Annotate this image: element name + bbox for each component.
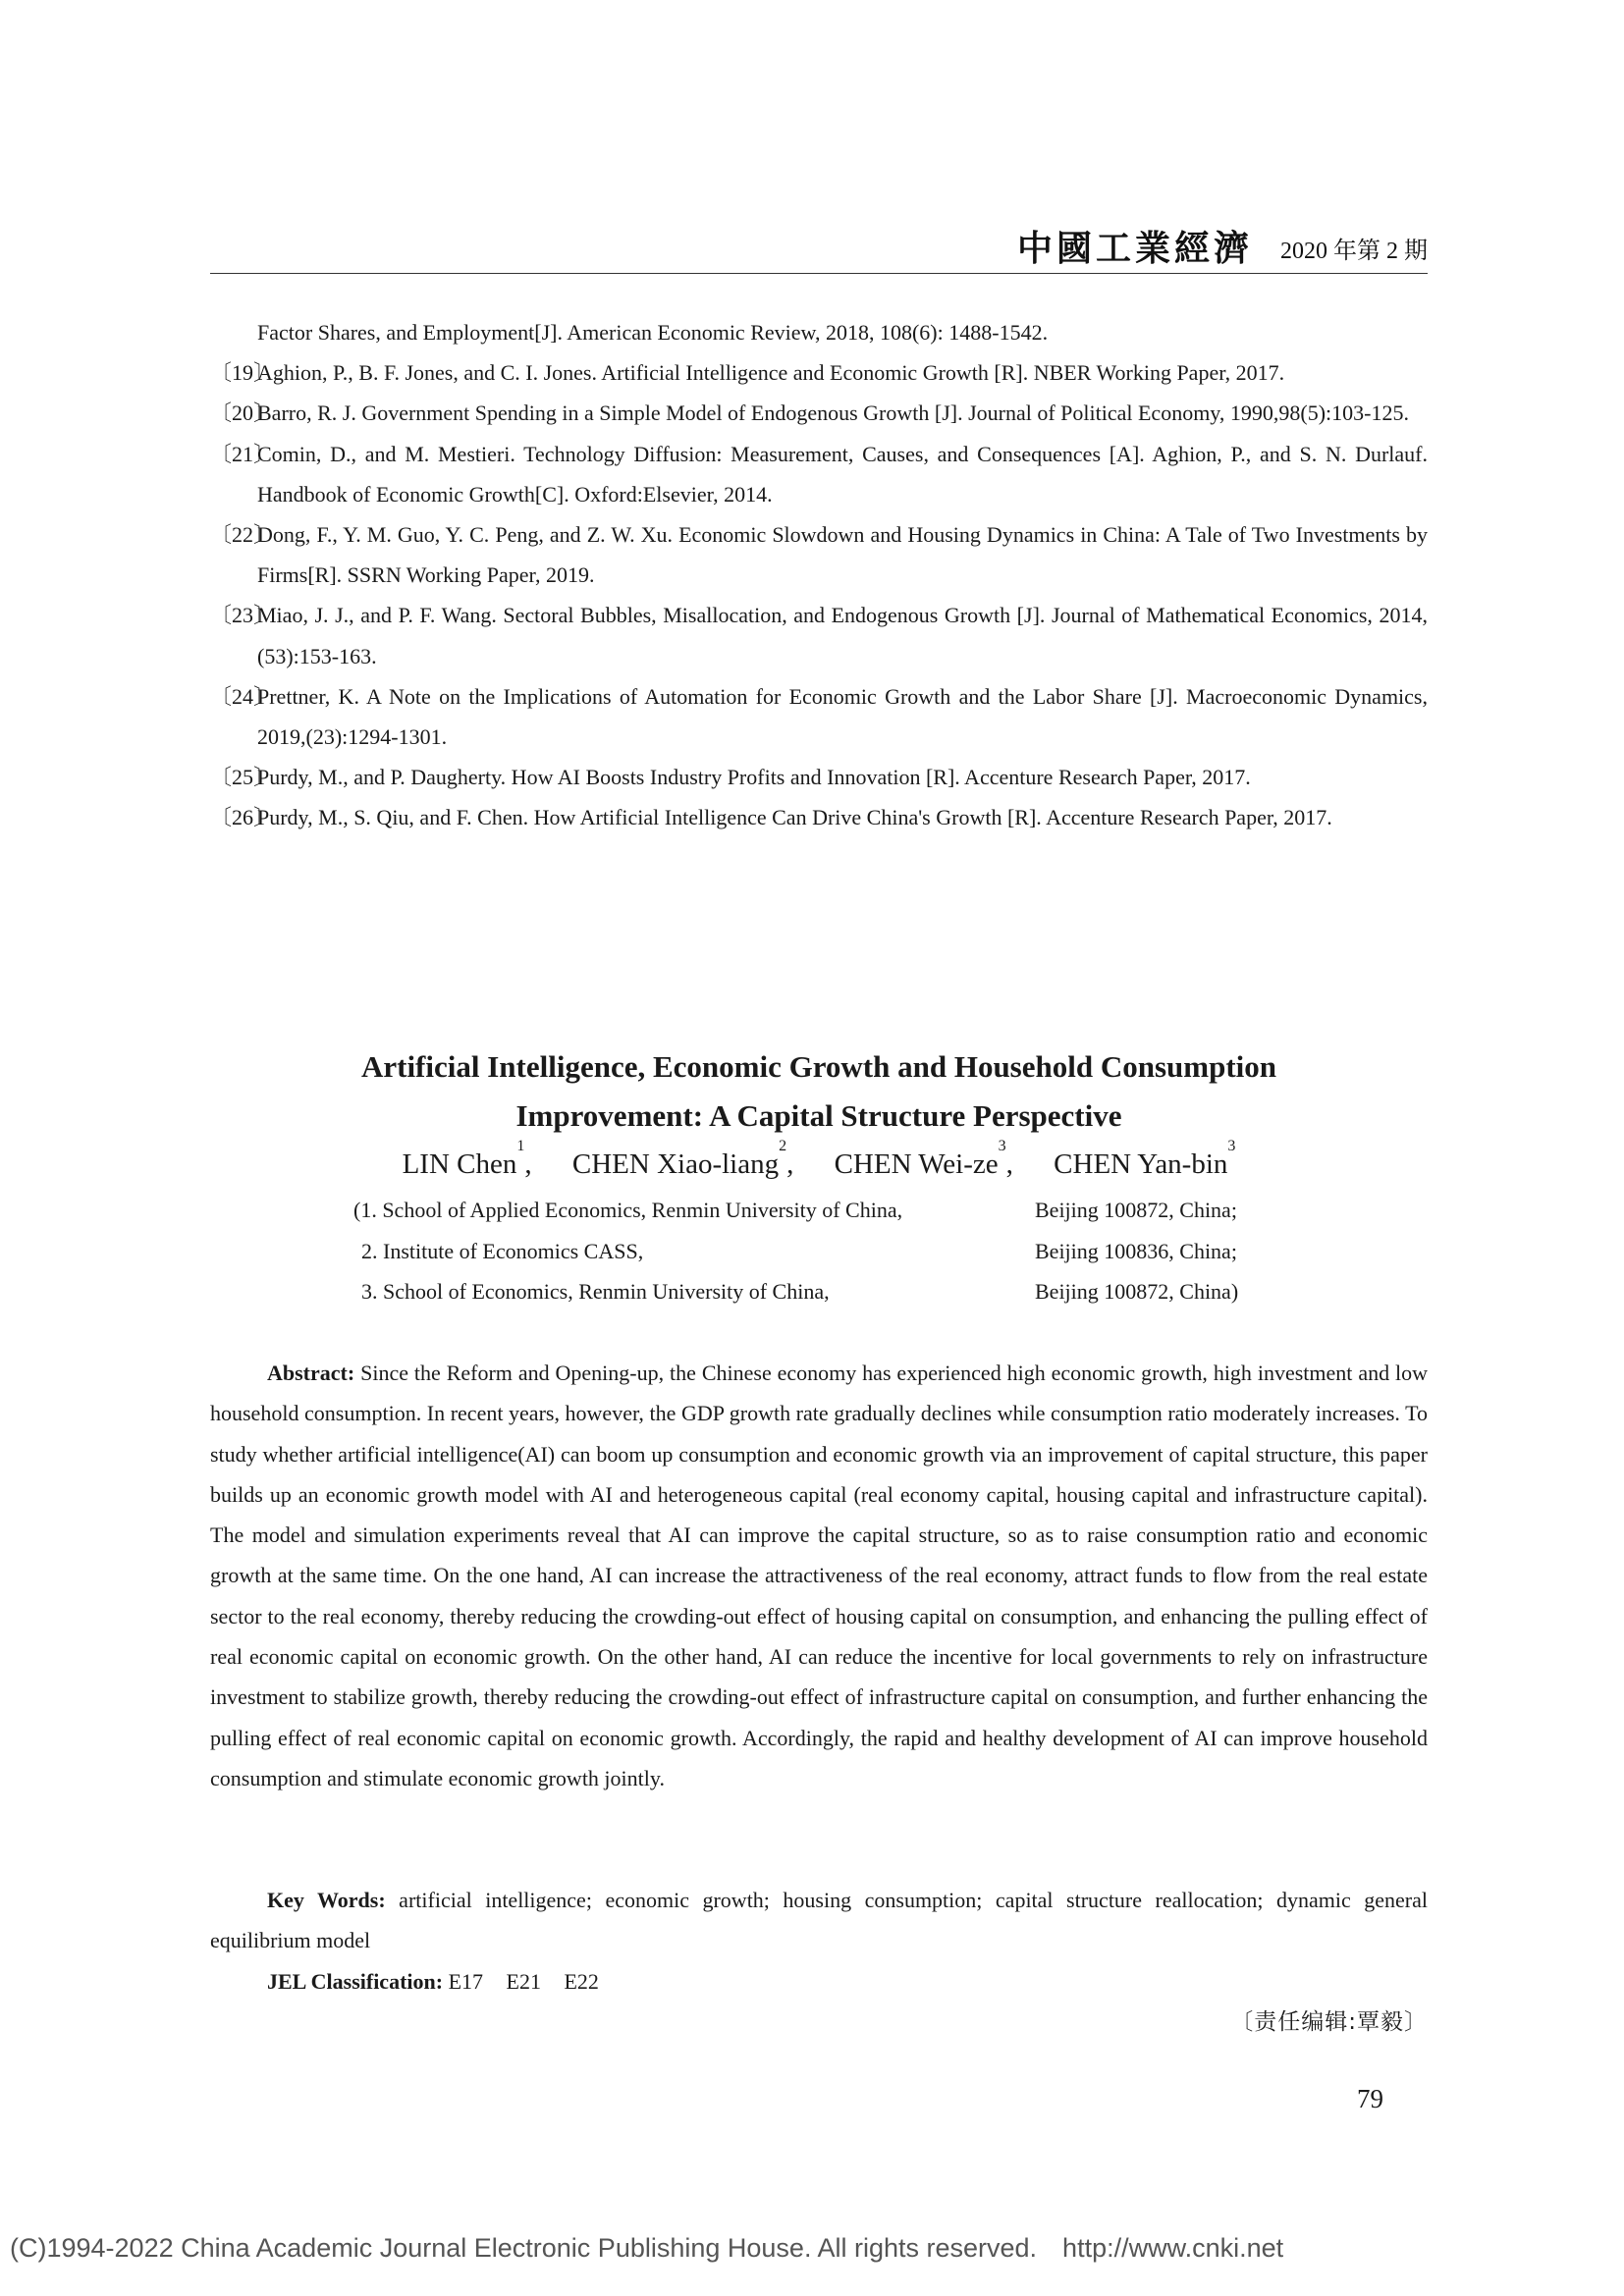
reference-text: Purdy, M., and P. Daugherty. How AI Boosts Industry Profits and Innovation [R]. Accenture Research Paper, 2017. [257,765,1251,790]
abstract-text: Since the Reform and Opening-up, the Chinese economy has experienced high economic growth, high investment and low household consumption. In recent years, however, the GDP growth rate gradually declines while consumption ratio moderately increases. To study whether artificial intelligence(AI) can boom up consumption and economic growth via an improvement of capital structure, this paper builds up an economic growth model with AI and heterogeneous capital (real economy capital, housing capital and infrastructure capital). The model and simulation experiments reveal that AI can improve the capital structure, so as to raise consumption ratio and economic growth at the same time. On the one hand, AI can increase the attractiveness of the real economy, attract funds to flow from the real estate sector to the real economy, thereby reducing the crowding-out effect of housing capital on consumption, and enhancing the pulling effect of real economic capital on economic growth. On the other hand, AI can reduce the incentive for local governments to rely on infrastructure investment to stabilize growth, thereby reducing the crowding-out effect of infrastructure capital on consumption, and further enhancing the pulling effect of real economic capital on economic growth. Accordingly, the rapid and healthy development of AI can improve household consumption and stimulate economic growth jointly. [210,1361,1428,1790]
reference-item [210,434,1428,514]
running-header [210,228,1428,275]
reference-item [210,393,1428,433]
affiliation-row [353,1190,1335,1231]
author-separator: , [1005,1148,1013,1180]
reference-number: 〔23〕 [210,603,276,628]
reference-text: Barro, R. J. Government Spending in a Simple Model of Endogenous Growth [J]. Journal of Political Economy, 1990,98(5):103-125. [257,400,1409,426]
keywords-label: Key Words: [267,1888,386,1912]
copyright-text: (C)1994-2022 China Academic Journal Electronic Publishing House. All rights reserved. [10,2233,1038,2263]
reference-text: Dong, F., Y. M. Guo, Y. C. Peng, and Z. W. Xu. Economic Slowdown and Housing Dynamics in China: A Tale of Two Investments by Firms[R]. SSRN Working Paper, 2019. [257,522,1428,588]
reference-item [210,514,1428,595]
author-list [210,1138,1428,1186]
reference-number: 〔19〕 [210,360,276,386]
jel-classification [267,1961,617,2002]
affiliation-location: Beijing 100836, China; [1035,1238,1237,1263]
issue-label: 2020 年第 2 期 [1280,239,1428,264]
reference-number: 〔20〕 [210,400,276,426]
jel-code: E22 [564,1969,599,1994]
reference-list [210,312,1428,838]
reference-item [210,352,1428,393]
affiliation-institution: 3. School of Economics, Renmin University of China, [361,1279,830,1304]
footer-copyright [10,2228,1283,2268]
journal-name: 中國工業經濟 [1016,229,1253,269]
author-separator: , [786,1148,794,1180]
reference-number: 〔21〕 [210,441,276,466]
author-affiliation-mark: 3 [1227,1138,1236,1154]
affiliation-location: Beijing 100872, China) [1035,1279,1239,1304]
reference-text: Miao, J. J., and P. F. Wang. Sectoral Bubbles, Misallocation, and Endogenous Growth [J]. Journal of Mathematical Economics, 2014,(53):153-163. [257,603,1428,668]
reference-text: Comin, D., and M. Mestieri. Technology Diffusion: Measurement, Causes, and Consequences [A]. Aghion, P., and S. N. Durlauf. Handbook of Economic Growth[C]. Oxford:Elsevier, 2014. [257,441,1428,507]
reference-number: 〔26〕 [210,805,276,830]
reference-item [210,757,1428,797]
author-affiliation-mark: 1 [516,1138,525,1154]
author-separator: , [524,1148,532,1180]
paper-title [210,1042,1428,1141]
reference-text: Prettner, K. A Note on the Implications of Automation for Economic Growth and the Labor Share [J]. Macroeconomic Dynamics, 2019,(23):1294-1301. [257,683,1428,750]
abstract [210,1353,1428,1798]
reference-item [210,676,1428,757]
author-affiliation-mark: 3 [998,1138,1006,1154]
reference-number: 〔22〕 [210,522,276,548]
keywords [210,1880,1428,1961]
reference-item [210,797,1428,837]
reference-text: Aghion, P., B. F. Jones, and C. I. Jones. Artificial Intelligence and Economic Growth [R]. NBER Working Paper, 2017. [257,360,1285,386]
affiliation-row [353,1271,1335,1312]
abstract-label: Abstract: [267,1361,355,1385]
affiliation-row [353,1231,1335,1272]
reference-text: Purdy, M., S. Qiu, and F. Chen. How Artificial Intelligence Can Drive China's Growth [R]. Accenture Research Paper, 2017. [257,805,1332,830]
author-name: LIN Chen [402,1148,517,1180]
author-name: CHEN Wei-ze [834,1148,999,1180]
affiliation-institution: (1. School of Applied Economics, Renmin University of China, [353,1198,903,1222]
author-name: CHEN Xiao-liang [571,1148,780,1180]
jel-code: E21 [506,1969,541,1994]
page-number: 79 [1357,2084,1383,2113]
reference-number: 〔24〕 [210,683,276,709]
author-name: CHEN Yan-bin [1054,1148,1228,1180]
affiliation-list [353,1190,1335,1312]
jel-code: E17 [448,1969,484,1994]
header-rule [210,273,1428,274]
reference-number: 〔25〕 [210,765,276,790]
footer-url[interactable]: http://www.cnki.net [1062,2233,1284,2263]
jel-label: JEL Classification: [267,1969,444,1994]
title-line-1: Artificial Intelligence, Economic Growth and Household Consumption [360,1049,1277,1084]
affiliation-institution: 2. Institute of Economics CASS, [361,1238,644,1263]
reference-continuation: Factor Shares, and Employment[J]. American Economic Review, 2018, 108(6): 1488-1542. [257,320,1049,345]
keywords-text: artificial intelligence; economic growth; housing consumption; capital structure reallocation; dynamic general equilibrium model [210,1888,1428,1953]
author-affiliation-mark: 2 [779,1138,787,1154]
affiliation-location: Beijing 100872, China; [1035,1198,1237,1222]
reference-item [210,595,1428,675]
title-line-2: Improvement: A Capital Structure Perspective [515,1098,1122,1133]
responsible-editor: 〔责任编辑:覃毅〕 [1230,2009,1428,2035]
